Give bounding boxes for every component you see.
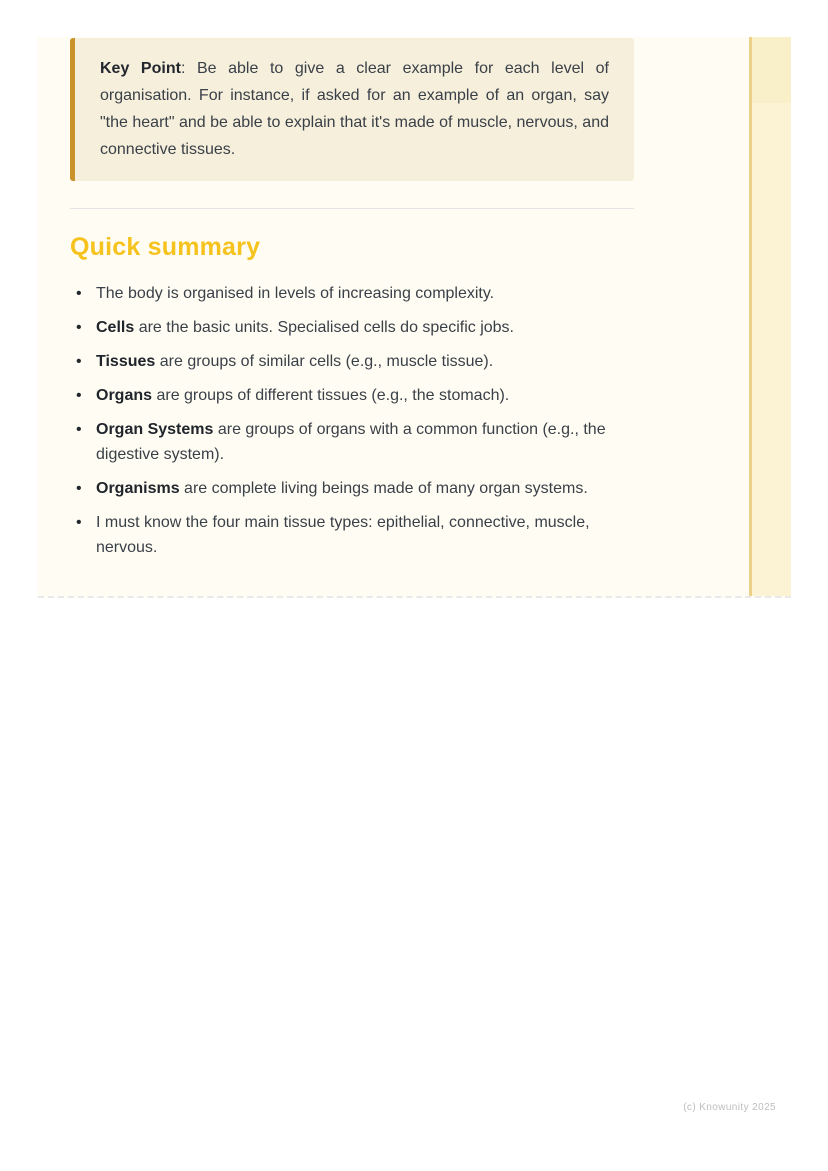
bullet-bold-term: Organisms (96, 480, 180, 497)
bullet-text: are groups of similar cells (e.g., muscle tissue). (155, 353, 494, 370)
bullet-text: The body is organised in levels of increasing complexity. (96, 285, 495, 302)
key-point-label: Key Point (100, 60, 181, 77)
list-item (70, 417, 634, 467)
document-sheet (38, 37, 791, 598)
section-divider (70, 208, 634, 209)
key-point-body: : Be able to give a clear example for each level of organisation. For instance, if asked for an example of an organ, say "the heart" and be able to explain that it's made of muscle, nervous, and connective tissues. (100, 60, 610, 158)
page-edge-strip-top (752, 37, 791, 103)
list-item (70, 510, 634, 560)
list-item (70, 476, 634, 501)
bullet-text: I must know the four main tissue types: epithelial, connective, muscle, nervous. (96, 514, 590, 556)
content-column (70, 37, 634, 569)
list-item (70, 383, 634, 408)
bullet-text: are groups of organs with a common function (e.g., the digestive system). (96, 421, 606, 463)
list-item (70, 349, 634, 374)
page-edge-strip (749, 37, 791, 596)
footer-copyright: (c) Knowunity 2025 (683, 1102, 776, 1113)
list-item (70, 315, 634, 340)
bullet-bold-term: Organ Systems (96, 421, 214, 438)
bullet-bold-term: Cells (96, 319, 135, 336)
summary-list (70, 281, 634, 560)
bullet-text: are the basic units. Specialised cells do specific jobs. (134, 319, 514, 336)
bullet-bold-term: Organs (96, 387, 153, 404)
key-point-callout (70, 38, 634, 181)
quick-summary-heading: Quick summary (70, 233, 261, 261)
bullet-text: are complete living beings made of many organ systems. (179, 480, 588, 497)
bullet-bold-term: Tissues (96, 353, 156, 370)
list-item (70, 281, 634, 306)
bullet-text: are groups of different tissues (e.g., the stomach). (152, 387, 510, 404)
